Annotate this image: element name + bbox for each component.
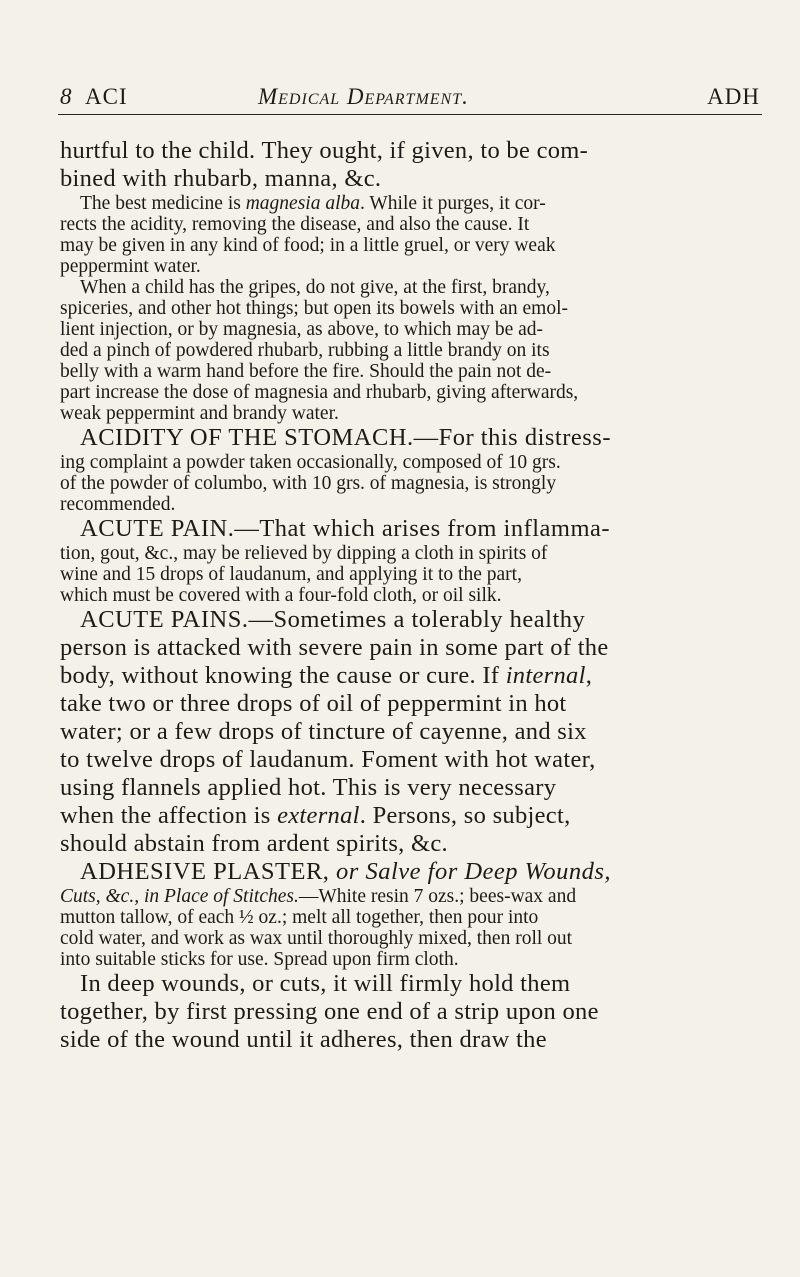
section-heading-line: ACIDITY OF THE STOMACH.—For this distress- [80,424,611,451]
body-text [60,137,760,1054]
page-title: Medical Department. [258,84,469,109]
text-line: The best medicine is magnesia alba. While it purges, it cor- [80,193,546,214]
text-line: to twelve drops of laudanum. Foment with hot water, [60,746,596,773]
text-line: When a child has the gripes, do not give, at the first, brandy, [80,277,550,298]
text-line: side of the wound until it adheres, then draw the [60,1026,547,1053]
text-line: part increase the dose of magnesia and rhubarb, giving afterwards, [60,382,579,403]
text-line: cold water, and work as wax until thoroughly mixed, then roll out [60,928,573,949]
text-line: which must be covered with a four-fold cloth, or oil silk. [60,585,502,606]
text-line: take two or three drops of oil of peppermint in hot [60,690,567,717]
text-line: of the powder of columbo, with 10 grs. of magnesia, is strongly [60,473,557,494]
text-line: mutton tallow, of each ½ oz.; melt all together, then pour into [60,907,539,928]
text-line: weak peppermint and brandy water. [60,403,339,424]
text-line: hurtful to the child. They ought, if given, to be com- [60,137,589,164]
text-line: person is attacked with severe pain in some part of the [60,634,609,661]
text-line: into suitable sticks for use. Spread upon firm cloth. [60,949,459,970]
section-heading-line: ADHESIVE PLASTER, or Salve for Deep Wounds, [80,858,611,885]
text-line: belly with a warm hand before the fire. Should the pain not de- [60,361,552,382]
text-line: may be given in any kind of food; in a little gruel, or very weak [60,235,556,256]
text-line: spiceries, and other hot things; but open its bowels with an emol- [60,298,568,319]
text-line: ing complaint a powder taken occasionally, composed of 10 grs. [60,452,561,473]
page-number: 8 [60,84,72,109]
text-line: In deep wounds, or cuts, it will firmly hold them [80,970,571,997]
text-line: lient injection, or by magnesia, as above, to which may be ad- [60,319,544,340]
running-head [60,82,760,112]
text-line: together, by first pressing one end of a strip upon one [60,998,599,1025]
text-line: recommended. [60,494,176,515]
text-line: ded a pinch of powdered rhubarb, rubbing a little brandy on its [60,340,550,361]
text-line: wine and 15 drops of laudanum, and applying it to the part, [60,564,522,585]
header-rule [58,114,762,115]
text-line: rects the acidity, removing the disease, and also the cause. It [60,214,530,235]
text-line: when the affection is external. Persons, so subject, [60,802,571,829]
text-line: using flannels applied hot. This is very necessary [60,774,557,801]
text-line: water; or a few drops of tincture of cayenne, and six [60,718,587,745]
text-line: should abstain from ardent spirits, &c. [60,830,448,857]
text-line: tion, gout, &c., may be relieved by dipping a cloth in spirits of [60,543,548,564]
text-line: body, without knowing the cause or cure. If internal, [60,662,593,689]
text-line: bined with rhubarb, manna, &c. [60,165,382,192]
right-guide-word: ADH [707,84,760,109]
text-line: peppermint water. [60,256,201,277]
section-heading-line: ACUTE PAINS.—Sometimes a tolerably healthy [80,606,586,633]
left-guide-word: ACI [85,84,128,109]
section-heading-line: ACUTE PAIN.—That which arises from inflamma- [80,515,611,542]
text-line: Cuts, &c., in Place of Stitches.—White resin 7 ozs.; bees-wax and [60,886,577,907]
